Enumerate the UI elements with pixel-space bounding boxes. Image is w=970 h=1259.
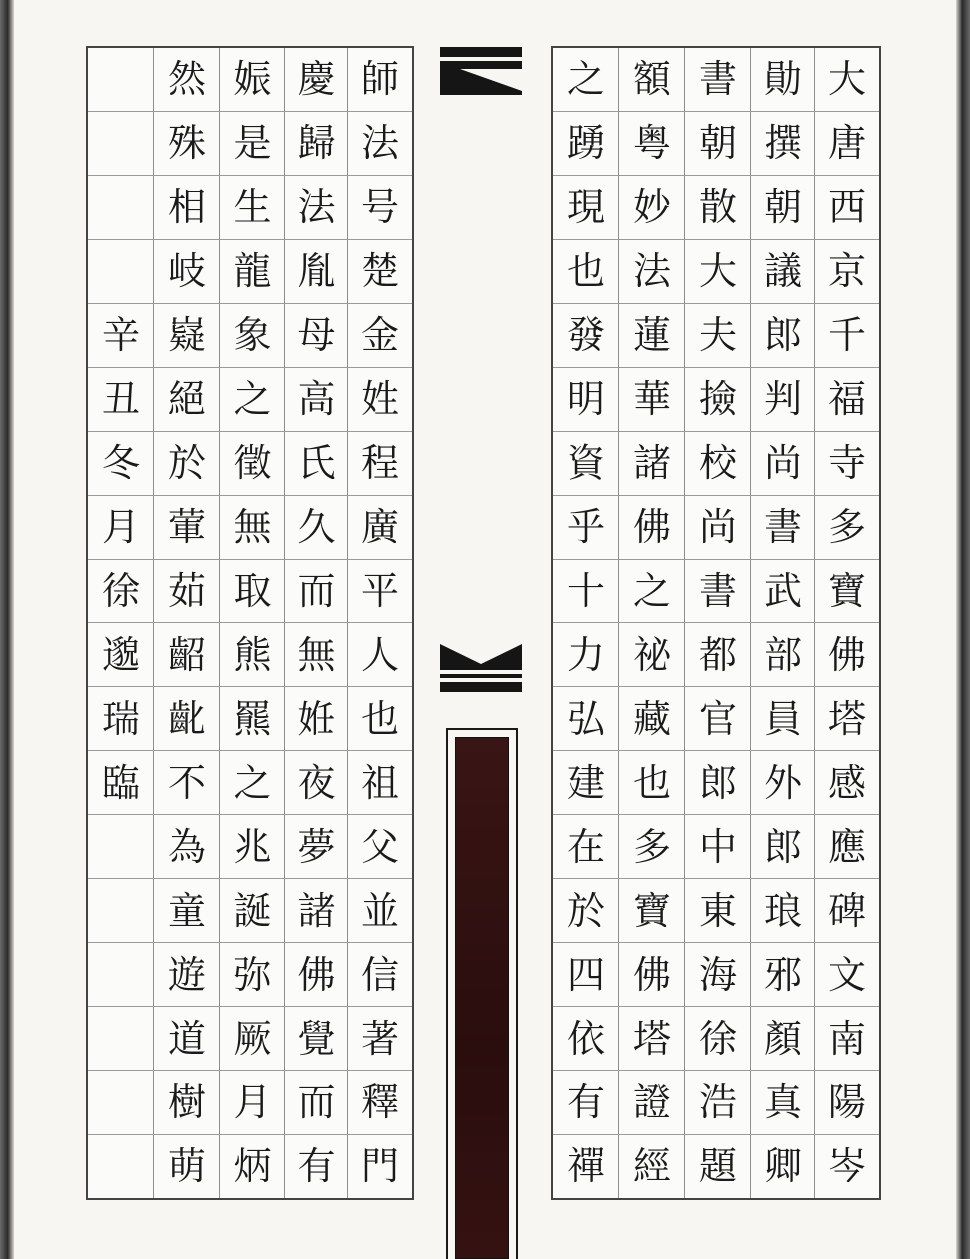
character-cell [88, 48, 154, 112]
character-cell [88, 176, 154, 240]
character-cell: 是 [220, 112, 285, 176]
character-cell: 兆 [220, 815, 285, 879]
character-cell: 應 [815, 815, 879, 879]
top-ornament-shape [440, 65, 522, 95]
character-cell: 不 [154, 751, 220, 815]
character-cell: 夢 [285, 815, 348, 879]
character-cell: 弘 [553, 687, 619, 751]
character-cell: 生 [220, 176, 285, 240]
middle-ornament-shape [440, 640, 522, 670]
character-cell: 四 [553, 943, 619, 1007]
character-cell: 撰 [751, 112, 815, 176]
character-cell: 慶 [285, 48, 348, 112]
character-cell: 明 [553, 368, 619, 432]
character-cell: 歸 [285, 112, 348, 176]
character-cell: 十 [553, 560, 619, 624]
character-cell [88, 1007, 154, 1071]
character-cell: 乎 [553, 496, 619, 560]
character-cell: 然 [154, 48, 220, 112]
character-cell: 臨 [88, 751, 154, 815]
character-cell: 在 [553, 815, 619, 879]
character-cell: 人 [348, 623, 412, 687]
character-cell: 也 [619, 751, 685, 815]
character-cell: 号 [348, 176, 412, 240]
character-cell: 母 [285, 304, 348, 368]
character-cell [88, 1135, 154, 1198]
character-cell: 遊 [154, 943, 220, 1007]
character-cell: 厥 [220, 1007, 285, 1071]
character-cell: 書 [685, 560, 751, 624]
character-cell: 卿 [763, 1144, 802, 1189]
character-cell: 取 [220, 560, 285, 624]
character-cell: 法 [285, 176, 348, 240]
character-cell: 並 [348, 879, 412, 943]
character-cell: 葷 [154, 496, 220, 560]
character-cell: 徵 [220, 432, 285, 496]
character-cell: 蓮 [619, 304, 685, 368]
text-column [348, 48, 412, 1198]
character-cell: 道 [154, 1007, 220, 1071]
character-cell: 邪 [751, 943, 815, 1007]
character-cell: 瑞 [88, 687, 154, 751]
character-cell: 資 [553, 432, 619, 496]
text-column [220, 48, 285, 1198]
character-cell: 信 [348, 943, 412, 1007]
character-cell: 西 [815, 176, 879, 240]
character-cell: 粤 [619, 112, 685, 176]
character-cell: 妙 [619, 176, 685, 240]
character-cell: 相 [154, 176, 220, 240]
character-cell: 郎 [685, 751, 751, 815]
character-cell: 徐 [685, 1007, 751, 1071]
character-cell: 文 [815, 943, 879, 1007]
character-cell: 琅 [751, 879, 815, 943]
character-cell: 娠 [220, 48, 285, 112]
character-cell: 佛 [815, 623, 879, 687]
character-cell: 現 [553, 176, 619, 240]
character-cell: 判 [751, 368, 815, 432]
character-cell: 禪 [566, 1144, 605, 1189]
character-cell: 於 [553, 879, 619, 943]
middle-ornament [440, 640, 524, 690]
character-cell: 京 [815, 240, 879, 304]
character-cell: 師 [348, 48, 412, 112]
text-column [685, 48, 751, 1198]
character-cell: 唐 [815, 112, 879, 176]
character-cell: 之 [220, 751, 285, 815]
character-cell: 平 [348, 560, 412, 624]
character-cell: 之 [220, 368, 285, 432]
character-cell: 釋 [348, 1071, 412, 1135]
character-cell: 塔 [619, 1007, 685, 1071]
character-cell [88, 943, 154, 1007]
character-cell: 員 [751, 687, 815, 751]
character-cell: 建 [553, 751, 619, 815]
character-cell: 廣 [348, 496, 412, 560]
center-column-panel [446, 728, 518, 1259]
character-cell: 踴 [553, 112, 619, 176]
character-cell: 多 [619, 815, 685, 879]
left-character-grid [88, 48, 412, 1198]
character-cell: 法 [619, 240, 685, 304]
character-cell: 寺 [815, 432, 879, 496]
character-cell: 高 [285, 368, 348, 432]
text-column [815, 48, 879, 1198]
character-cell: 都 [685, 623, 751, 687]
character-cell: 福 [815, 368, 879, 432]
character-cell: 朝 [751, 176, 815, 240]
character-cell: 書 [751, 496, 815, 560]
character-cell: 書 [685, 48, 751, 112]
character-cell: 茹 [154, 560, 220, 624]
character-cell: 感 [815, 751, 879, 815]
character-cell: 千 [815, 304, 879, 368]
character-cell: 姙 [285, 687, 348, 751]
character-cell: 撿 [685, 368, 751, 432]
character-cell: 邈 [88, 623, 154, 687]
left-page-grid [86, 46, 414, 1200]
character-cell: 萌 [167, 1144, 206, 1189]
character-cell: 朝 [685, 112, 751, 176]
character-cell: 官 [685, 687, 751, 751]
character-cell: 久 [285, 496, 348, 560]
character-cell: 象 [220, 304, 285, 368]
character-cell: 大 [685, 240, 751, 304]
character-cell: 龍 [220, 240, 285, 304]
character-cell: 東 [685, 879, 751, 943]
character-cell: 童 [154, 879, 220, 943]
character-cell: 額 [619, 48, 685, 112]
character-cell: 藏 [619, 687, 685, 751]
text-column [553, 48, 619, 1198]
character-cell: 經 [632, 1144, 671, 1189]
character-cell [88, 815, 154, 879]
character-cell: 郎 [751, 304, 815, 368]
character-cell: 樹 [154, 1071, 220, 1135]
character-cell: 岑 [827, 1144, 866, 1189]
character-cell: 法 [348, 112, 412, 176]
character-cell [88, 1071, 154, 1135]
character-cell: 有 [297, 1144, 336, 1189]
character-cell: 絕 [154, 368, 220, 432]
character-cell: 尚 [685, 496, 751, 560]
character-cell: 嶷 [154, 304, 220, 368]
character-cell: 夫 [685, 304, 751, 368]
character-cell: 證 [619, 1071, 685, 1135]
character-cell: 有 [553, 1071, 619, 1135]
character-cell: 南 [815, 1007, 879, 1071]
character-cell: 程 [348, 432, 412, 496]
character-cell: 為 [154, 815, 220, 879]
character-cell: 覺 [285, 1007, 348, 1071]
character-cell: 佛 [619, 496, 685, 560]
character-cell: 胤 [285, 240, 348, 304]
character-cell: 校 [685, 432, 751, 496]
character-cell: 大 [815, 48, 879, 112]
character-cell: 丑 [88, 368, 154, 432]
character-cell: 姓 [348, 368, 412, 432]
dark-column-insert [455, 737, 509, 1259]
character-cell: 郎 [751, 815, 815, 879]
character-cell: 勛 [751, 48, 815, 112]
character-cell: 炳 [233, 1144, 272, 1189]
character-cell: 佛 [619, 943, 685, 1007]
character-cell [88, 112, 154, 176]
character-cell: 海 [685, 943, 751, 1007]
character-cell: 陽 [815, 1071, 879, 1135]
character-cell: 徐 [88, 560, 154, 624]
character-cell: 碑 [815, 879, 879, 943]
character-cell: 殊 [154, 112, 220, 176]
character-cell: 祕 [619, 623, 685, 687]
text-column [751, 48, 815, 1198]
character-cell: 中 [685, 815, 751, 879]
right-page-grid [551, 46, 881, 1200]
character-cell: 於 [154, 432, 220, 496]
character-cell: 華 [619, 368, 685, 432]
character-cell: 齔 [154, 687, 220, 751]
character-cell: 月 [88, 496, 154, 560]
character-cell: 塔 [815, 687, 879, 751]
character-cell: 著 [348, 1007, 412, 1071]
character-cell: 尚 [751, 432, 815, 496]
top-ornament [440, 47, 524, 95]
character-cell: 夜 [285, 751, 348, 815]
character-cell: 氏 [285, 432, 348, 496]
character-cell: 寶 [619, 879, 685, 943]
character-cell: 而 [285, 1071, 348, 1135]
character-cell: 熊 [220, 623, 285, 687]
character-cell: 多 [815, 496, 879, 560]
character-cell: 誕 [220, 879, 285, 943]
character-cell: 羆 [220, 687, 285, 751]
character-cell: 無 [285, 623, 348, 687]
character-cell: 諸 [619, 432, 685, 496]
text-column [88, 48, 154, 1198]
character-cell [88, 240, 154, 304]
character-cell: 外 [751, 751, 815, 815]
character-cell: 議 [751, 240, 815, 304]
right-character-grid [553, 48, 879, 1198]
character-cell: 門 [360, 1144, 399, 1189]
character-cell: 寶 [815, 560, 879, 624]
character-cell: 散 [685, 176, 751, 240]
character-cell [88, 879, 154, 943]
character-cell: 題 [698, 1144, 737, 1189]
character-cell: 父 [348, 815, 412, 879]
right-page-edge [956, 0, 970, 1259]
character-cell: 祖 [348, 751, 412, 815]
character-cell: 冬 [88, 432, 154, 496]
character-cell: 發 [553, 304, 619, 368]
character-cell: 辛 [88, 304, 154, 368]
text-column [154, 48, 220, 1198]
character-cell: 也 [348, 687, 412, 751]
character-cell: 金 [348, 304, 412, 368]
character-cell: 岐 [154, 240, 220, 304]
character-cell: 楚 [348, 240, 412, 304]
character-cell: 無 [220, 496, 285, 560]
text-column [619, 48, 685, 1198]
character-cell: 佛 [285, 943, 348, 1007]
character-cell: 而 [285, 560, 348, 624]
character-cell: 月 [220, 1071, 285, 1135]
character-cell: 也 [553, 240, 619, 304]
character-cell: 諸 [285, 879, 348, 943]
text-column [285, 48, 348, 1198]
character-cell: 武 [751, 560, 815, 624]
character-cell: 真 [751, 1071, 815, 1135]
character-cell: 依 [553, 1007, 619, 1071]
character-cell: 力 [553, 623, 619, 687]
character-cell: 齠 [154, 623, 220, 687]
character-cell: 浩 [685, 1071, 751, 1135]
character-cell: 之 [553, 48, 619, 112]
left-page-edge [0, 0, 14, 1259]
character-cell: 顏 [751, 1007, 815, 1071]
character-cell: 弥 [220, 943, 285, 1007]
character-cell: 部 [751, 623, 815, 687]
character-cell: 之 [619, 560, 685, 624]
